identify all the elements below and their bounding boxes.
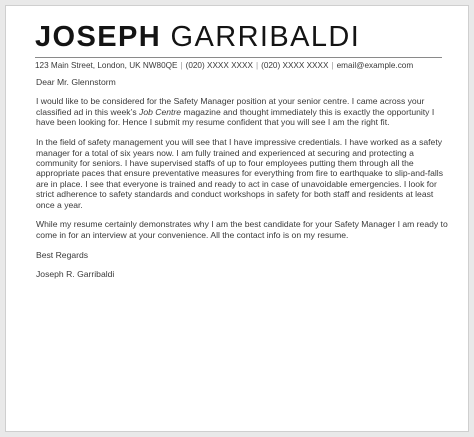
- first-name: JOSEPH: [35, 21, 162, 53]
- paragraph-experience: In the field of safety management you will see that I have impressive credentials. I have worked as a safety manager for a total of six years now. I am fully trained and experienced at securing and protecting a community for seniors. I have supervised staffs of up to four employees putting them through all the appropriate paces that ensure preventative measures for everything from fire to earthquake to slip-and-falls are in place. I see that everyone is trained and ready to act in case of unavoidable emergencies. I look for strict adherence to safety standards and conduct workshops in safety for both staff and residents at least once a year.: [36, 137, 443, 210]
- contact-separator: |: [180, 61, 183, 70]
- contact-address: 123 Main Street, London, UK NW80QE: [35, 61, 178, 70]
- contact-separator: |: [255, 61, 259, 70]
- paragraph-intro: [36, 96, 450, 127]
- closing: Best Regards: [36, 249, 89, 260]
- contact-email: email@example.com: [336, 61, 414, 70]
- contact-separator: |: [331, 61, 334, 70]
- contact-line: [35, 60, 413, 71]
- signature: Joseph R. Garribaldi: [36, 269, 115, 280]
- paragraph-intro-text-b: magazine and thought immediately this is exactly the opportunity I have been looking for. Hence I submit my resume confident that you will see I am the right fit.: [36, 106, 435, 128]
- paragraph-interview: While my resume certainly demonstrates why I am the best candidate for your Safety Manager I am ready to come in for an interview at your convenience. All the contact info is on my resume.: [36, 219, 448, 240]
- letter-body: [36, 77, 450, 289]
- last-name: GARRIBALDI: [170, 21, 361, 53]
- salutation: Dear Mr. Glennstorm: [36, 77, 116, 87]
- header-divider: [35, 57, 442, 58]
- letter-page: [5, 5, 469, 432]
- applicant-name: [35, 20, 360, 54]
- contact-phone-2: (020) XXXX XXXX: [261, 61, 329, 70]
- letterhead: [35, 20, 360, 54]
- magazine-title: Job Centre: [139, 106, 182, 117]
- contact-phone-1: (020) XXXX XXXX: [185, 61, 253, 70]
- paragraph-intro-text-a: I would like to be considered for the Safety Manager position at your senior centre. I came across your classified ad in this week’s: [36, 96, 425, 117]
